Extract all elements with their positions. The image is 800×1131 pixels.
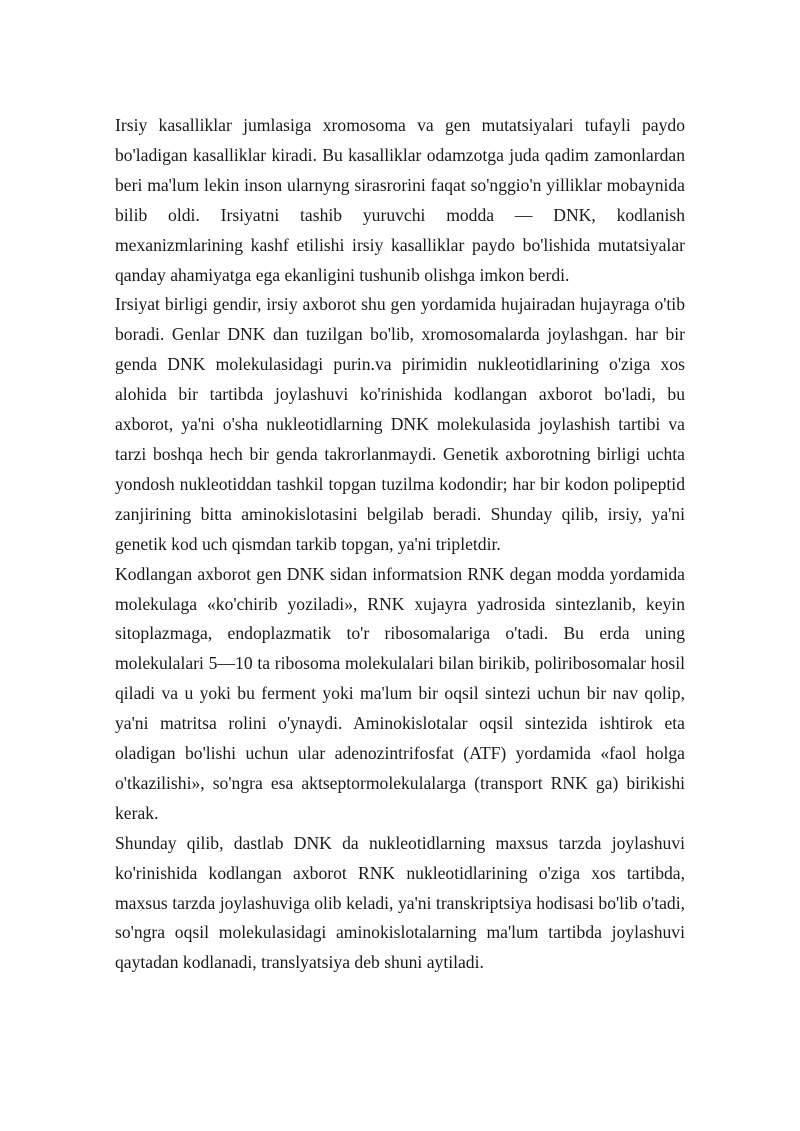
- document-page: [115, 111, 685, 978]
- paragraph-4: Shunday qilib, dastlab DNK da nukleotidlarning maxsus tarzda joylashuvi ko'rinishida kodlangan axborot RNK nukleotidlarining o'ziga xos tartibda, maxsus tarzda joylashuviga olib keladi, ya'ni transkriptsiya hodisasi bo'lib o'tadi, so'ngra oqsil molekulasidagi aminokislotalarning ma'lum tartibda joylashuvi qaytadan kodlanadi, translyatsiya deb shuni aytiladi.: [115, 832, 685, 973]
- paragraph-3: Kodlangan axborot gen DNK sidan informatsion RNK degan modda yordamida molekulaga «ko'chirib yoziladi», RNK xujayra yadrosida sintezlanib, keyin sitoplazmaga, endoplazmatik to'r ribosomalariga o'tadi. Bu erda uning molekulalari 5—10 ta ribosoma molekulalari bilan birikib, poliribosomalar hosil qiladi va u yoki bu ferment yoki ma'lum bir oqsil sintezi uchun bir nav qolip, ya'ni matritsa rolini o'ynaydi. Aminokislotalar oqsil sintezida ishtirok eta oladigan bo'lishi uchun ular adenozintrifosfat (ATF) yordamida «faol holga o'tkazilishi», so'ngra esa aktseptormolekulalarga (transport RNK ga) birikishi kerak.: [115, 563, 685, 823]
- paragraph-2: Irsiyat birligi gendir, irsiy axborot shu gen yordamida hujairadan hujayraga o'tib boradi. Genlar DNK dan tuzilgan bo'lib, xromosomalarda joylashgan. har bir genda DNK molekulasidagi purin.va pirimidin nukleotidlarining o'ziga xos alohida bir tartibda joylashuvi ko'rinishida kodlangan axborot bo'ladi, bu axborot, ya'ni o'sha nukleotidlarning DNK molekulasida joylashish tartibi va tarzi boshqa hech bir genda takrorlanmaydi. Genetik axborotning birligi uchta yondosh nukleotiddan tashkil topgan tuzilma kodondir; har bir kodon polipeptid zanjirining bitta aminokislotasini belgilab beradi. Shunday qilib, irsiy, ya'ni genetik kod uch qismdan tarkib topgan, ya'ni tripletdir.: [115, 294, 685, 554]
- paragraph-1: Irsiy kasalliklar jumlasiga xromosoma va gen mutatsiyalari tufayli paydo bo'ladigan kasalliklar kiradi. Bu kasalliklar odamzotga juda qadim zamonlardan beri ma'lum lekin inson ularnyng sirasrorini faqat so'nggio'n yilliklar mobaynida bilib oldi. Irsiyatni tashib yuruvchi modda — DNK, kodlanish mexanizmlarining kashf etilishi irsiy kasalliklar paydo bo'lishida mutatsiyalar qanday ahamiyatga ega ekanligini tushunib olishga imkon berdi.: [115, 115, 685, 285]
